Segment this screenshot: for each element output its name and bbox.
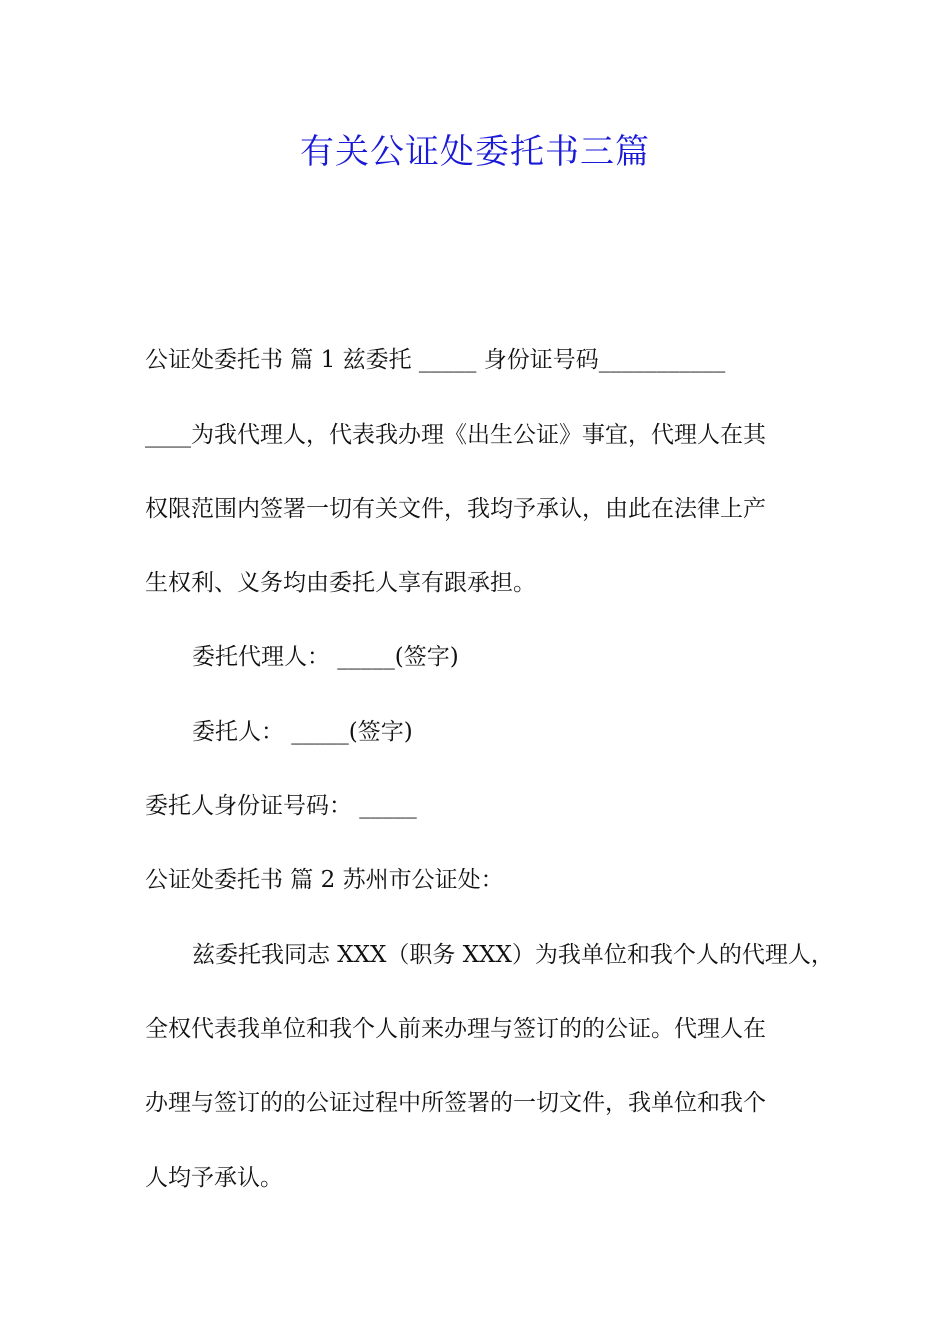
paragraph-line: 人均予承认。	[145, 1165, 283, 1191]
paragraph-line: 权限范围内签署一切有关文件，我均予承认，由此在法律上产	[145, 496, 766, 522]
paragraph-line: 全权代表我单位和我个人前来办理与签订的的公证。代理人在	[145, 1016, 766, 1042]
document-title: 有关公证处委托书三篇	[300, 132, 650, 172]
paragraph-line: 公证处委托书 篇 1 兹委托 _____ 身份证号码___________	[145, 347, 726, 373]
principal-id-line: 委托人身份证号码： _____	[145, 793, 417, 819]
section-heading-line: 公证处委托书 篇 2 苏州市公证处：	[145, 867, 504, 893]
paragraph-line: 办理与签订的的公证过程中所签署的一切文件，我单位和我个	[145, 1090, 766, 1116]
signature-line-principal: 委托人： _____(签字)	[192, 719, 413, 745]
paragraph-line: 兹委托我同志 XXX（职务 XXX）为我单位和我个人的代理人，	[192, 942, 834, 968]
paragraph-line: ____为我代理人，代表我办理《出生公证》事宜，代理人在其	[145, 422, 766, 448]
paragraph-line: 生权利、义务均由委托人享有跟承担。	[145, 570, 536, 596]
signature-line-agent: 委托代理人： _____(签字)	[192, 644, 459, 670]
